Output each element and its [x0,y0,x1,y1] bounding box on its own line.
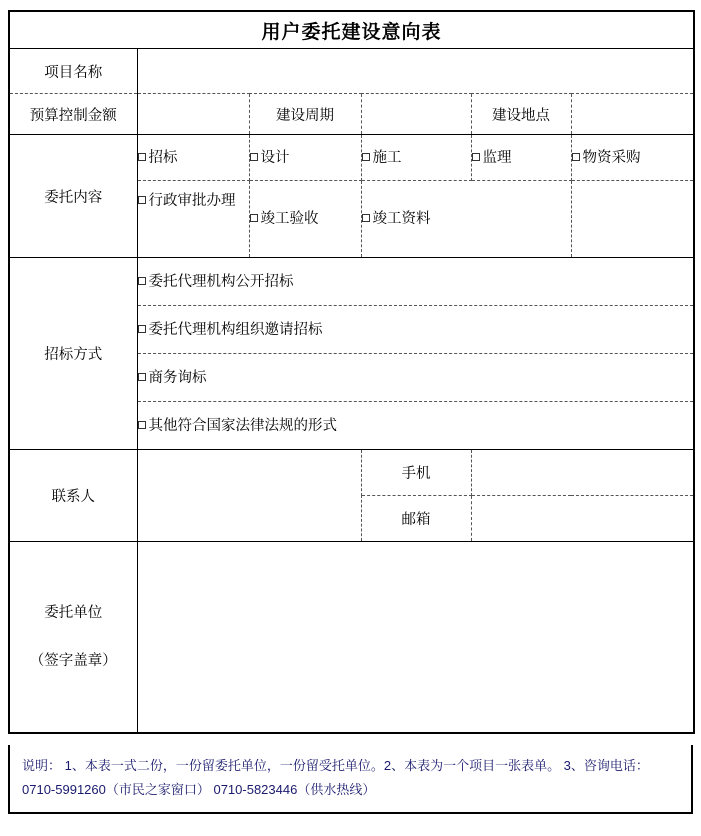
checkbox-icon[interactable] [138,325,146,333]
checkbox-icon[interactable] [362,214,370,222]
checkbox-icon[interactable] [138,373,146,381]
checkbox-label: 商务询标 [148,369,207,386]
checkbox-label: 行政审批办理 [148,193,236,210]
construction-location-value[interactable] [571,94,694,135]
mobile-label: 手机 [361,450,471,496]
checkbox-item-public-bidding[interactable] [138,258,694,306]
checkbox-icon[interactable] [572,153,580,161]
entrust-content-label: 委托内容 [9,135,137,258]
checkbox-item-admin-approval[interactable] [137,181,249,258]
checkbox-item-business-inquiry[interactable] [138,354,694,402]
contact-person-label: 联系人 [9,450,137,542]
checkbox-label: 委托代理机构组织邀请招标 [148,321,323,338]
construction-period-label: 建设周期 [249,94,361,135]
checkbox-item-design[interactable] [249,135,361,181]
checkbox-label: 施工 [372,149,402,166]
checkbox-label: 委托代理机构公开招标 [148,273,294,290]
email-label: 邮箱 [361,496,471,542]
list-item[interactable] [138,258,694,306]
checkbox-icon[interactable] [472,153,480,161]
list-item[interactable] [138,306,694,354]
construction-period-value[interactable] [361,94,471,135]
intent-form-table [8,10,695,734]
budget-value[interactable] [137,94,249,135]
checkbox-label: 设计 [260,149,290,166]
note-line-1: 说明： 1、本表一式二份，一份留委托单位，一份留受托单位。2、本表为一个项目一张表单。 3、咨询电话： [22,758,649,773]
checkbox-label: 竣工资料 [372,211,431,228]
table-row-entrust-unit [9,542,694,734]
budget-label: 预算控制金额 [9,94,137,135]
bidding-method-options [137,258,694,450]
bidding-method-option-table [138,258,694,449]
checkbox-label: 其他符合国家法律法规的形式 [148,417,337,434]
table-row-budget [9,94,694,135]
entrust-content-empty-cell [571,181,694,258]
table-row-bidding-method [9,258,694,450]
note-line-2: 0710-5991260（市民之家窗口） 0710-5823446（供水热线） [22,782,376,797]
list-item[interactable] [138,402,694,450]
entrust-unit-value[interactable] [137,542,694,734]
entrust-unit-label-line1: 委托单位 [44,605,103,621]
entrust-unit-label-line2: （签字盖章） [29,653,117,669]
checkbox-item-invited-bidding[interactable] [138,306,694,354]
form-container [8,10,693,734]
checkbox-item-construction[interactable] [361,135,471,181]
checkbox-label: 竣工验收 [260,211,319,228]
checkbox-label: 招标 [148,149,178,166]
checkbox-item-other-legal-form[interactable] [138,402,694,450]
checkbox-icon[interactable] [138,153,146,161]
contact-person-value[interactable] [137,450,361,542]
form-note [8,745,693,814]
list-item[interactable] [138,354,694,402]
table-row-entrust-content-1 [9,135,694,181]
mobile-value[interactable] [471,450,694,496]
checkbox-item-completion-docs[interactable] [361,181,571,258]
checkbox-label: 物资采购 [582,149,641,166]
construction-location-label: 建设地点 [471,94,571,135]
email-value[interactable] [471,496,694,542]
checkbox-item-bidding[interactable] [137,135,249,181]
checkbox-icon[interactable] [250,214,258,222]
checkbox-item-material-purchase[interactable] [571,135,694,181]
entrust-unit-label [9,542,137,734]
checkbox-item-completion-acceptance[interactable] [249,181,361,258]
table-row-project-name [9,49,694,94]
checkbox-item-supervision[interactable] [471,135,571,181]
project-name-label: 项目名称 [9,49,137,94]
checkbox-icon[interactable] [138,277,146,285]
project-name-value[interactable] [137,49,694,94]
checkbox-icon[interactable] [362,153,370,161]
table-row-contact-mobile [9,450,694,496]
checkbox-icon[interactable] [138,421,146,429]
bidding-method-label: 招标方式 [9,258,137,450]
page-title: 用户委托建设意向表 [9,11,694,49]
checkbox-label: 监理 [482,149,512,166]
table-row-title [9,11,694,49]
checkbox-icon[interactable] [250,153,258,161]
checkbox-icon[interactable] [138,196,146,204]
